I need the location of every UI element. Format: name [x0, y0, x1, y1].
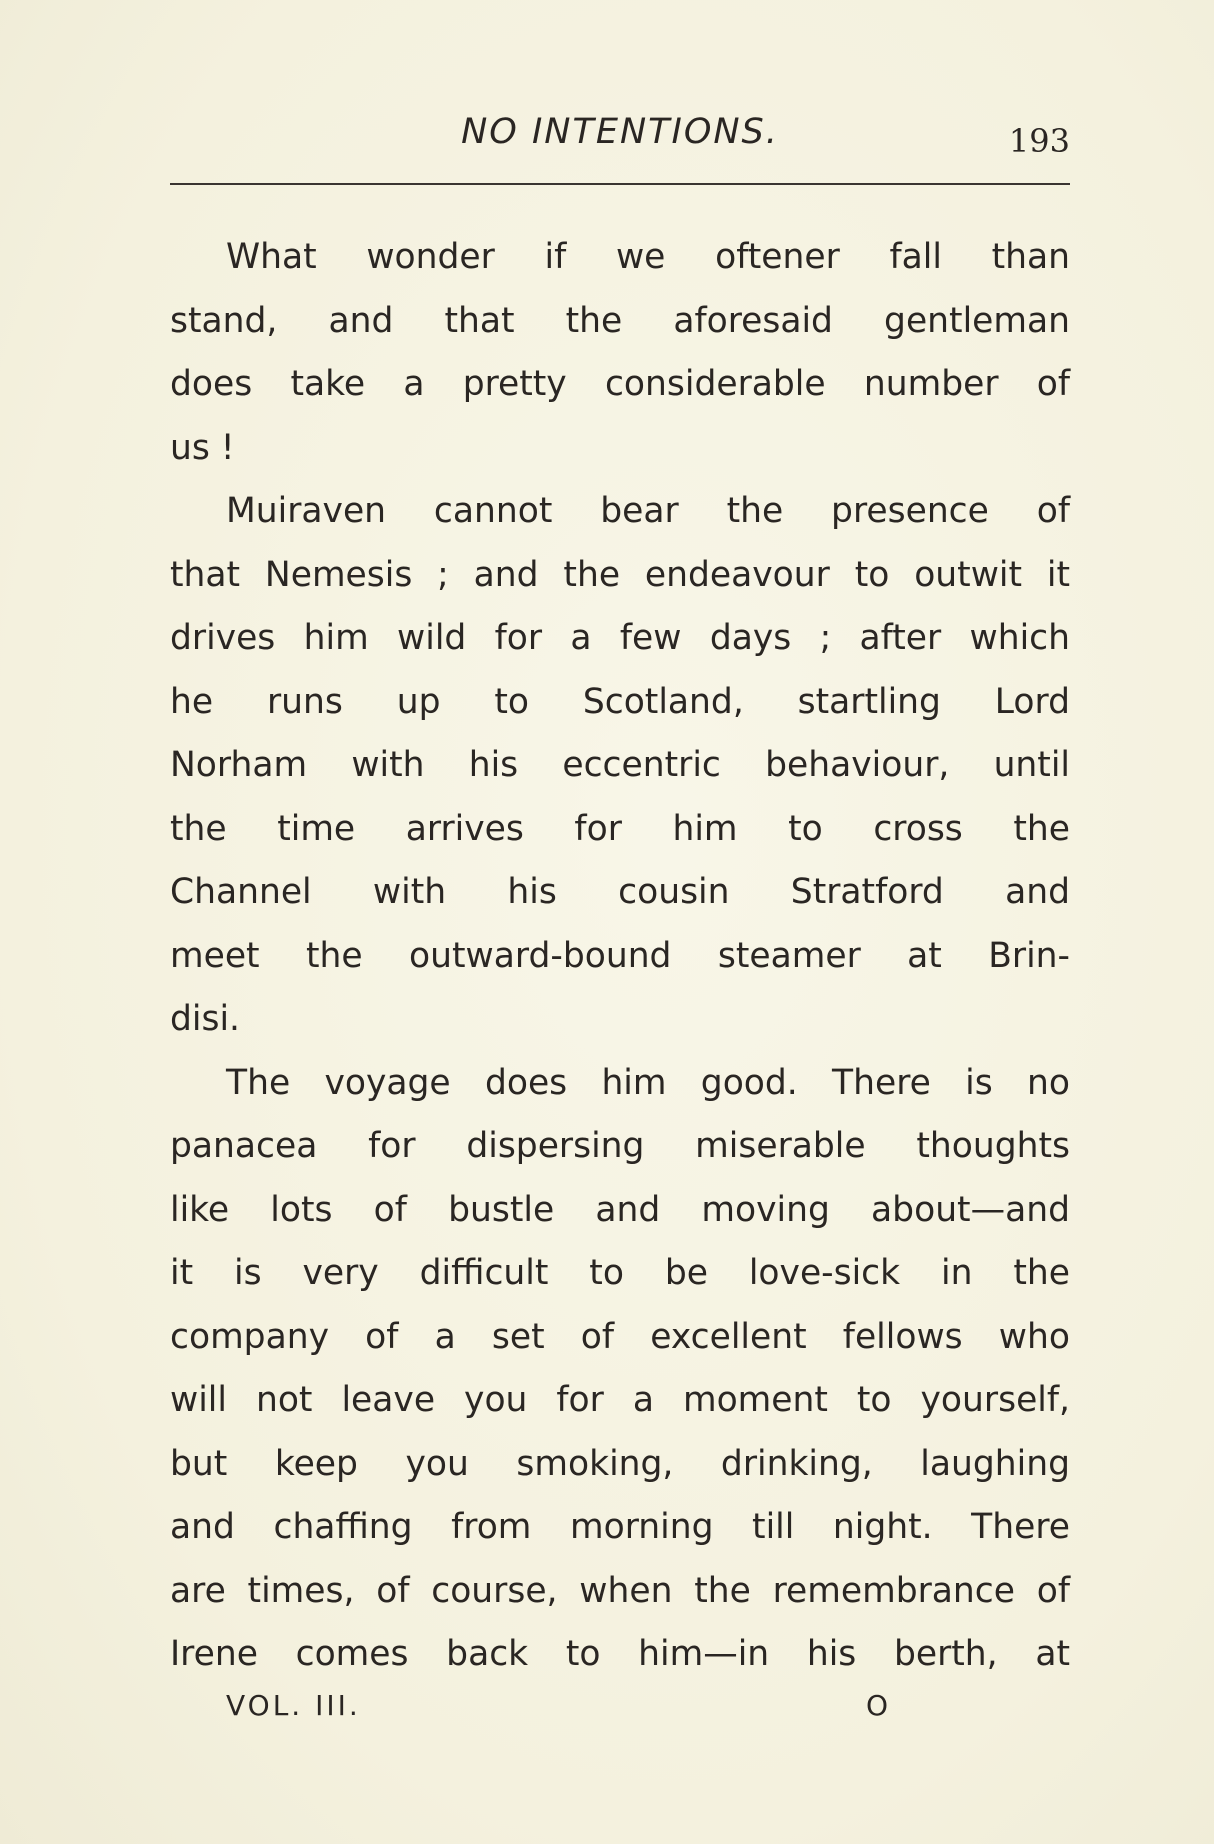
body-text: [170, 226, 1070, 1687]
text-line: Channel with his cousin Stratford and: [170, 872, 1070, 912]
text-line: but keep you smoking, drinking, laughing: [170, 1443, 1070, 1484]
text-line: Norham with his eccentric behaviour, until: [170, 745, 1070, 785]
text-line: us !: [170, 427, 235, 468]
text-line: he runs up to Scotland, startling Lord: [170, 681, 1070, 722]
text-line: What wonder if we oftener fall than: [226, 237, 1070, 277]
text-line: Muiraven cannot bear the presence of: [226, 491, 1070, 531]
text-line: that Nemesis ; and the endeavour to outwit it: [170, 554, 1070, 595]
text-line: drives him wild for a few days ; after which: [170, 618, 1070, 658]
volume-signature: VOL. III.: [226, 1689, 361, 1722]
text-line: the time arrives for him to cross the: [170, 808, 1070, 849]
header-rule: [170, 183, 1070, 185]
signature-letter: O: [866, 1689, 892, 1722]
text-line: will not leave you for a moment to yourself,: [170, 1380, 1070, 1420]
running-title: NO INTENTIONS.: [461, 112, 779, 152]
text-line: stand, and that the aforesaid gentleman: [170, 300, 1070, 341]
running-head: [170, 112, 1070, 162]
text-line: disi.: [170, 999, 241, 1039]
text-line: does take a pretty considerable number of: [170, 364, 1070, 404]
text-line: it is very difficult to be love-sick in the: [170, 1253, 1070, 1293]
text-line: panacea for dispersing miserable thoughts: [170, 1126, 1070, 1166]
text-line: company of a set of excellent fellows who: [170, 1316, 1070, 1357]
text-line: like lots of bustle and moving about—and: [170, 1189, 1070, 1230]
text-line: are times, of course, when the remembrance of: [170, 1570, 1070, 1611]
page-number: 193: [1008, 122, 1070, 160]
text-line: The voyage does him good. There is no: [226, 1062, 1070, 1103]
text-line: Irene comes back to him—in his berth, at: [170, 1634, 1070, 1674]
text-line: and chaffing from morning till night. There: [170, 1507, 1070, 1547]
text-line: meet the outward-bound steamer at Brin-: [170, 935, 1070, 976]
page-footer: [226, 1689, 926, 1729]
